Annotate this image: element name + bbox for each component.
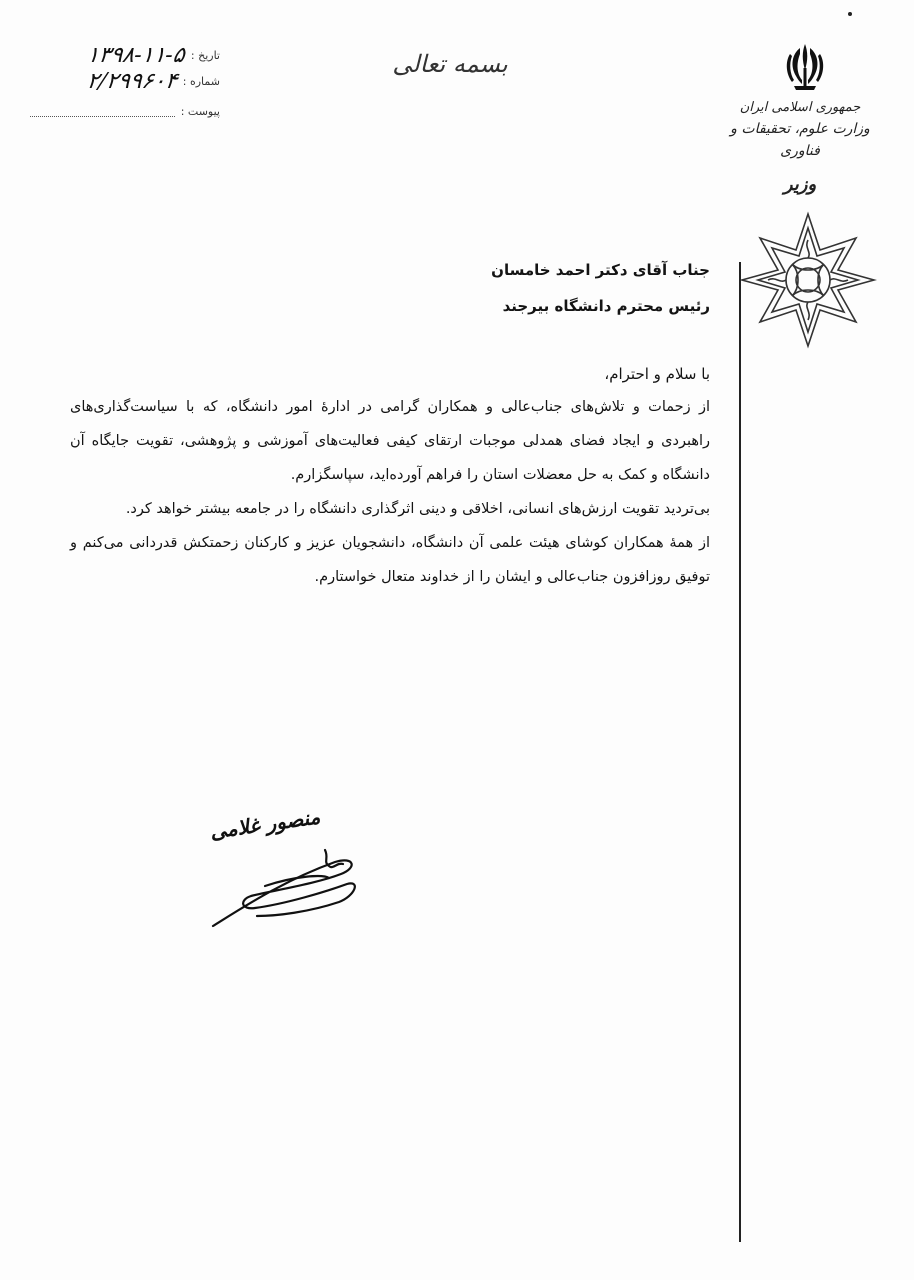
date-row [30,42,220,68]
paragraph-2: بی‌تردید تقویت ارزش‌های انسانی، اخلاقی و دینی اثرگذاری دانشگاه را در جامعه بیشتر خواهد کرد. [125,501,710,517]
attachment-row [30,98,220,124]
letter-meta [30,42,220,124]
number-label: شماره : [182,74,220,88]
attachment-label: پیوست : [180,104,220,118]
recipient-title: رئیس محترم دانشگاه بیرجند [502,297,710,315]
office-title: وزیر [783,174,817,195]
islamic-star-ornament-icon [738,210,878,350]
recipient-name: جناب آقای دکتر احمد خامسان [491,261,710,279]
attachment-dotted-line [30,106,175,117]
number-row [30,68,220,94]
paragraph-3: از همۀ همکاران کوشای هیئت علمی آن دانشگاه، دانشجویان عزیز و کارکنان زحمتکش قدردانی می‌کنم و توفیق روزافزون جناب‌عالی و ایشان را از خداوند متعال خواستارم. [70,535,710,585]
number-value: ۲/۲۹۹۶۰۴ [84,68,179,94]
corner-dot [848,12,852,16]
organization-header [720,98,880,200]
ministry-name: وزارت علوم، تحقیقات و فناوری [730,121,870,159]
date-value: ۱۳۹۸-۱۱-۵ [85,42,187,68]
country-name: جمهوری اسلامی ایران [739,100,861,115]
iran-emblem-icon [780,40,830,94]
handwritten-signature [205,840,365,940]
paragraph-1: از زحمات و تلاش‌های جناب‌عالی و همکاران گرامی در ادارۀ امور دانشگاه، که با سیاست‌گذاری‌های راهبردی و ایجاد فضای همدلی موجبات ارتقای کیفی فعالیت‌های آموزشی و پژوهشی، تقویت جایگاه آن دانشگاه و کمک به حل معضلات استان را فراهم آورده‌اید، سپاسگزارم. [70,399,710,483]
greeting: با سلام و احترام، [604,365,710,383]
signatory-name: منصور غلامی [208,804,322,844]
margin-rule [739,262,741,1242]
bismillah: بسمه تعالی [392,50,508,78]
letter-body [70,252,710,594]
date-label: تاریخ : [190,48,220,62]
